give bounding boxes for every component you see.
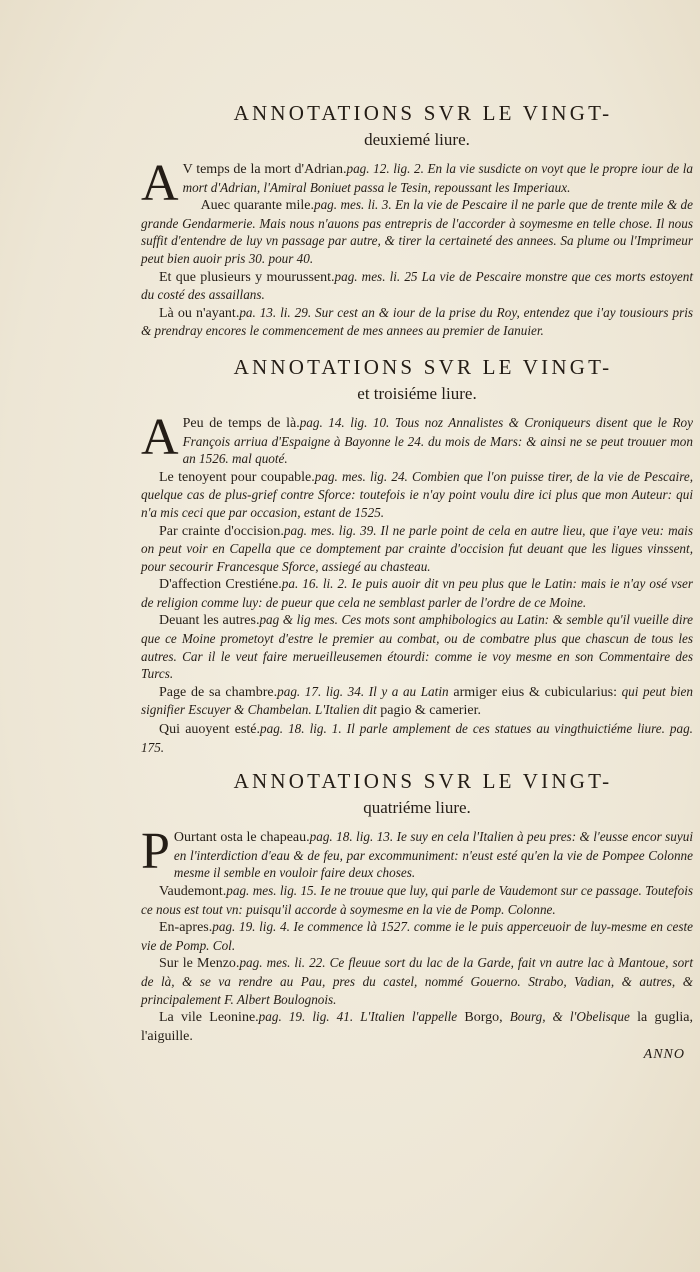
annotation-paragraph: Le tenoyent pour coupable.pag. mes. lig. 24. Combien que l'on puisse tirer, de la vie de Pescaire, quelque cas de plus-grief contre Sforce: toutefois ie n'ay point voulu dire ici plus que mon Auteur: qui n'a mis ceci que par occasion, estant de 1525. xyxy=(141,468,693,520)
section-heading: ANNOTATIONS SVR LE VINGT- xyxy=(233,769,613,794)
annotation-paragraph: En-apres.pag. 19. lig. 4. Ie commence là 1527. comme ie le puis apperceuoir de luy-mesme en ceste vie de Pomp. Col. xyxy=(141,919,693,953)
annotation-paragraph: Et que plusieurs y mourussent.pag. mes. li. 25 La vie de Pescaire monstre que ces morts estoyent du costé des assaillans. xyxy=(141,268,693,303)
drop-cap: P xyxy=(141,823,170,881)
section-heading: ANNOTATIONS SVR LE VINGT- xyxy=(233,354,613,379)
annotation-paragraph: D'affection Crestiéne.pa. 16. li. 2. Ie puis auoir dit vn peu plus que le Latin: mais ie n'ay osé vser de religion comme luy: de pueur que cela ne semblast parler de l'ordre de ce Moine. xyxy=(141,576,693,610)
page-content xyxy=(141,100,693,1063)
annotation-paragraph: P Ourtant osta le chapeau.pag. 18. lig. 13. Ie suy en cela l'Italien à peu pres: & l'eusse encor suyui en l'interdiction d'eau & de feu, par excommuniment: n'eust esté qu'en la vie de Pompee Colonne mesme il semble en vouloir faire deux choses. xyxy=(141,823,693,881)
section-subheading: deuxiemé liure. xyxy=(364,130,470,149)
annotation-paragraph: A V temps de la mort d'Adrian.pag. 12. lig. 2. En la vie susdicte on voyt que le propre iour de la mort d'Adrian, l'Amiral Boniuet passa le Tesin, repoussant les Imperiaux. xyxy=(141,155,693,212)
drop-cap: A xyxy=(141,155,179,212)
section-subheading: quatriéme liure. xyxy=(363,798,471,818)
catchword: ANNO xyxy=(643,1047,685,1063)
annotation-paragraph: Là ou n'ayant.pa. 13. li. 29. Sur cest an & iour de la prise du Roy, entendez que i'ay tousiours pris & prendray encores le commencement de mes annees au premier de Ianuier. xyxy=(141,304,693,339)
section-23 xyxy=(141,354,693,756)
annotation-paragraph: Vaudemont.pag. mes. lig. 15. Ie ne trouue que luy, qui parle de Vaudemont sur ce passage. Toutefois ce nous est tout vn: puisqu'il accorde à soymesme en la vie de Pomp. Colonne. xyxy=(141,883,693,917)
section-22 xyxy=(141,100,693,340)
section-24 xyxy=(141,768,693,1045)
annotation-paragraph: Par crainte d'occision.pag. mes. lig. 39. Il ne parle point de cela en autre lieu, que i'aye veu: mais on peut voir en Capella que ce domptement par crainte d'occision fut deuant que les ligues vinssent, pour secourir Francesque Sforce, assiegé au chasteau. xyxy=(141,522,693,574)
annotation-paragraph: La vile Leonine.pag. 19. lig. 41. L'Italien l'appelle Borgo, Bourg, & l'Obelisque la guglia, l'aiguille. xyxy=(141,1009,693,1044)
section-heading: ANNOTATIONS SVR LE VINGT- xyxy=(233,101,613,125)
annotation-paragraph: Qui auoyent esté.pag. 18. lig. 1. Il parle amplement de ces statues au vingthuictiéme liure. pag. 175. xyxy=(141,721,693,755)
drop-cap: A xyxy=(141,408,179,466)
annotation-paragraph: Deuant les autres.pag & lig mes. Ces mots sont amphibologics au Latin: & semble qu'il vueille dire que ce Moine prometoyt d'estre le premier au combat, ou de combatre plus que chascun de tous les autres. Car il le veut faire merueilleusemen étourdi: comme ie voy mesme en son Commentaire des Turcs. xyxy=(141,612,693,682)
annotation-paragraph: Page de sa chambre.pag. 17. lig. 34. Il y a au Latin armiger eius & cubicularius: qui peut bien signifier Escuyer & Chambelan. L'Italien dit pagio & camerier. xyxy=(141,683,693,719)
section-subheading: et troisiéme liure. xyxy=(357,383,477,403)
annotation-paragraph: Auec quarante mile.pag. mes. li. 3. En la vie de Pescaire il ne parle que de trente mile & de grande Gendarmerie. Mais nous n'auons pas entrepris de l'accorder à soymesme en telle chose. Il nous suffit d'entendre de luy vn passage par autre, & tirer la certaineté des annees. Sa plume ou l'Imprimeur peut bien auoir pris 30. pour 40. xyxy=(141,197,693,266)
annotation-paragraph: A Peu de temps de là.pag. 14. lig. 10. Tous noz Annalistes & Croniqueurs disent que le Roy François arriua d'Espaigne à Bayonne le 24. du mois de Mars: & ainsi ne se peut trouuer mon an 1526. mal quoté. xyxy=(141,408,693,467)
annotation-paragraph: Sur le Menzo.pag. mes. li. 22. Ce fleuue sort du lac de la Garde, fait vn autre lac à Mantoue, sort de là, & se va rendre au Pau, pres du castel, nommé Gouerno. Strabo, Vadian, & autres, & principalement F. Albert Boulognois. xyxy=(141,955,693,1007)
